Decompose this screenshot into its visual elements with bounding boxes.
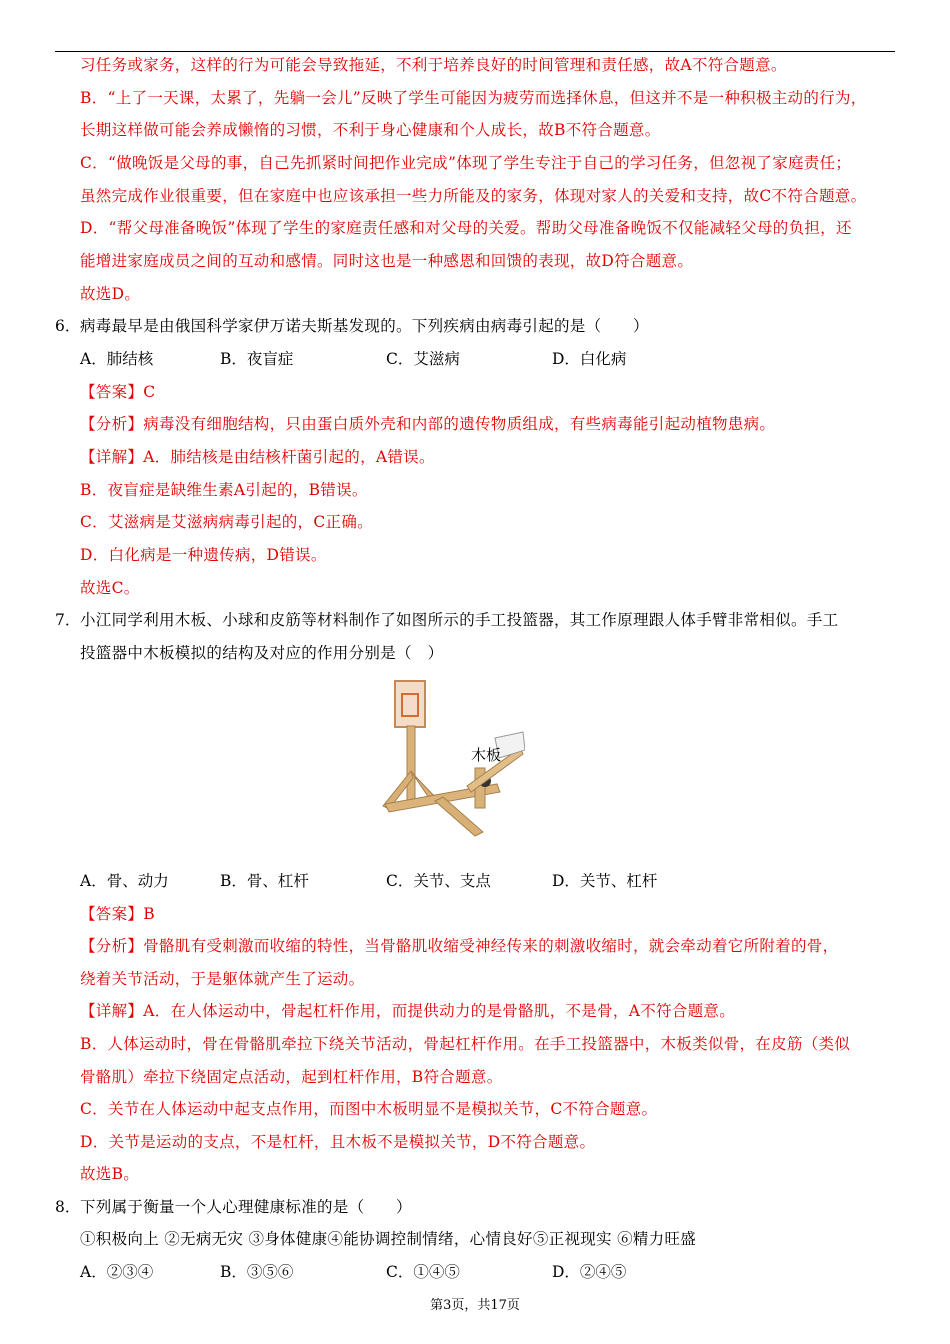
q8-number: 8． — [55, 1198, 81, 1216]
q7-analysis-line2: 绕着关节活动，于是躯体就产生了运动。 — [80, 970, 365, 988]
page-footer: 第3页，共17页 — [430, 1298, 520, 1313]
q6-choice: 故选C。 — [80, 579, 140, 597]
q5-detail-c-line1: C．“做晚饭是父母的事，自己先抓紧时间把作业完成”体现了学生专注于自己的学习任务，但忽视了家庭责任； — [80, 154, 852, 172]
q7-option-c: C．关节、支点 — [386, 872, 491, 890]
q8-option-d: D．②④⑤ — [552, 1263, 627, 1281]
q6-option-d: D．白化病 — [552, 350, 627, 368]
q7-detail-a: 【详解】A．在人体运动中，骨起杠杆作用，而提供动力的是骨骼肌，不是骨，A不符合题意。 — [80, 1002, 735, 1020]
q5-detail-c-line2: 虽然完成作业很重要，但在家庭中也应该承担一些力所能及的家务，体现对家人的关爱和支持，故C不符合题意。 — [80, 187, 867, 205]
q7-detail-c: C．关节在人体运动中起支点作用，而图中木板明显不是模拟关节，C不符合题意。 — [80, 1100, 658, 1118]
q6-stem: 病毒最早是由俄国科学家伊万诺夫斯基发现的。下列疾病由病毒引起的是（ ） — [80, 317, 649, 335]
q6-detail-b: B．夜盲症是缺维生素A引起的，B错误。 — [80, 481, 368, 499]
q6-option-b: B．夜盲症 — [220, 350, 294, 368]
q7-option-d: D．关节、杠杆 — [552, 872, 658, 890]
q7-stem-line2: 投篮器中木板模拟的结构及对应的作用分别是（ ） — [80, 644, 444, 662]
q8-option-a: A．②③④ — [80, 1263, 154, 1281]
q7-choice: 故选B。 — [80, 1165, 140, 1183]
q6-number: 6． — [55, 317, 81, 335]
q8-stem: 下列属于衡量一个人心理健康标准的是（ ） — [80, 1198, 412, 1216]
q7-analysis-line1: 【分析】骨骼肌有受刺激而收缩的特性，当骨骼肌收缩受神经传来的刺激收缩时，就会牵动着它所附着的骨， — [80, 937, 839, 955]
q8-items: ①积极向上 ②无病无灾 ③身体健康④能协调控制情绪，心情良好⑤正视现实 ⑥精力旺盛 — [80, 1230, 697, 1248]
q6-detail-a: 【详解】A．肺结核是由结核杆菌引起的，A错误。 — [80, 448, 435, 466]
q5-detail-b-line2: 长期这样做可能会养成懒惰的习惯，不利于身心健康和个人成长，故B不符合题意。 — [80, 121, 661, 139]
q6-detail-d: D．白化病是一种遗传病，D错误。 — [80, 546, 327, 564]
q5-detail-d-line2: 能增进家庭成员之间的互动和感情。同时这也是一种感恩和回馈的表现，故D符合题意。 — [80, 252, 694, 270]
q5-choice: 故选D。 — [80, 285, 141, 303]
q8-option-c: C．①④⑤ — [386, 1263, 460, 1281]
q5-detail-d-line1: D．“帮父母准备晚饭”体现了学生的家庭责任感和对父母的关爱。帮助父母准备晚饭不仅能减轻父母的负担，还 — [80, 219, 852, 237]
q7-option-a: A．骨、动力 — [80, 872, 169, 890]
figure-label-board: 木板 — [471, 746, 502, 764]
q7-detail-d: D．关节是运动的支点，不是杠杆，且木板不是模拟关节，D不符合题意。 — [80, 1133, 596, 1151]
q7-number: 7． — [55, 611, 81, 629]
header-rule — [55, 51, 895, 52]
q6-detail-c: C．艾滋病是艾滋病病毒引起的，C正确。 — [80, 513, 373, 531]
q6-option-a: A．肺结核 — [80, 350, 154, 368]
basket-shooter-illustration — [375, 676, 525, 844]
q7-detail-b-line2: 骨骼肌）牵拉下绕固定点活动，起到杠杆作用，B符合题意。 — [80, 1068, 503, 1086]
q5-continuation: 习任务或家务，这样的行为可能会导致拖延，不利于培养良好的时间管理和责任感，故A不符合题意。 — [80, 56, 787, 74]
basket-shooter-figure — [375, 676, 525, 844]
q6-analysis: 【分析】病毒没有细胞结构，只由蛋白质外壳和内部的遗传物质组成，有些病毒能引起动植物患病。 — [80, 415, 776, 433]
q7-detail-b-line1: B．人体运动时，骨在骨骼肌牵拉下绕关节活动，骨起杠杆作用。在手工投篮器中，木板类似骨，在皮筋（类似 — [80, 1035, 851, 1053]
q7-option-b: B．骨、杠杆 — [220, 872, 309, 890]
q8-option-b: B．③⑤⑥ — [220, 1263, 294, 1281]
q7-stem-line1: 小江同学利用木板、小球和皮筋等材料制作了如图所示的手工投篮器，其工作原理跟人体手臂非常相似。手工 — [80, 611, 839, 629]
q6-answer: 【答案】C — [80, 383, 156, 401]
q5-detail-b-line1: B．“上了一天课，太累了，先躺一会儿”反映了学生可能因为疲劳而选择休息，但这并不是一种积极主动的行为， — [80, 89, 867, 107]
q7-answer: 【答案】B — [80, 905, 155, 923]
q6-option-c: C．艾滋病 — [386, 350, 460, 368]
